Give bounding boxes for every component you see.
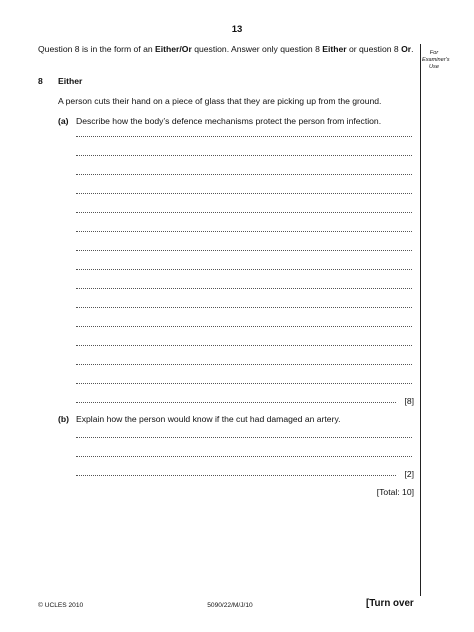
intro-text-3: or question 8 <box>346 44 402 54</box>
part-b-label: (b) <box>58 414 69 424</box>
answer-line-a-12[interactable] <box>76 345 412 346</box>
examiner-use-label: For Examiner's Use <box>422 50 450 70</box>
answer-line-a-13[interactable] <box>76 364 412 365</box>
examiner-margin-rule <box>420 44 421 596</box>
part-a-label: (a) <box>58 116 69 126</box>
answer-line-a-15[interactable] <box>76 402 396 403</box>
answer-line-a-2[interactable] <box>76 155 412 156</box>
total-marks: [Total: 10] <box>376 487 414 497</box>
page-number: 13 <box>231 24 243 35</box>
intro-text-1: Question 8 is in the form of an <box>38 44 156 54</box>
footer-turn-over: [Turn over <box>366 598 414 609</box>
intro-text-end: . <box>411 44 414 54</box>
question-instructions <box>38 44 416 55</box>
answer-line-b-3[interactable] <box>76 475 396 476</box>
answer-line-a-1[interactable] <box>76 136 412 137</box>
question-heading: Either <box>58 76 83 86</box>
part-b-marks: [2] <box>404 469 414 479</box>
answer-line-a-11[interactable] <box>76 326 412 327</box>
intro-bold-or: Or <box>401 44 412 54</box>
intro-text-2: question. Answer only question 8 <box>191 44 323 54</box>
answer-line-a-4[interactable] <box>76 193 412 194</box>
part-a-marks: [8] <box>404 396 414 406</box>
answer-line-b-2[interactable] <box>76 456 412 457</box>
part-b-prompt: Explain how the person would know if the cut had damaged an artery. <box>76 414 341 424</box>
footer-copyright: © UCLES 2010 <box>38 602 84 609</box>
intro-bold-either-or: Either/Or <box>155 44 192 54</box>
answer-line-a-8[interactable] <box>76 269 412 270</box>
answer-line-a-7[interactable] <box>76 250 412 251</box>
answer-line-a-14[interactable] <box>76 383 412 384</box>
answer-line-a-10[interactable] <box>76 307 412 308</box>
answer-line-a-9[interactable] <box>76 288 412 289</box>
answer-line-a-5[interactable] <box>76 212 412 213</box>
answer-line-b-1[interactable] <box>76 437 412 438</box>
intro-bold-either: Either <box>322 44 347 54</box>
footer-paper-code: 5090/22/M/J/10 <box>207 602 253 609</box>
question-number: 8 <box>38 76 43 86</box>
part-a-prompt: Describe how the body’s defence mechanisms protect the person from infection. <box>76 116 382 126</box>
answer-line-a-3[interactable] <box>76 174 412 175</box>
question-stem: A person cuts their hand on a piece of glass that they are picking up from the ground. <box>58 96 382 106</box>
answer-line-a-6[interactable] <box>76 231 412 232</box>
